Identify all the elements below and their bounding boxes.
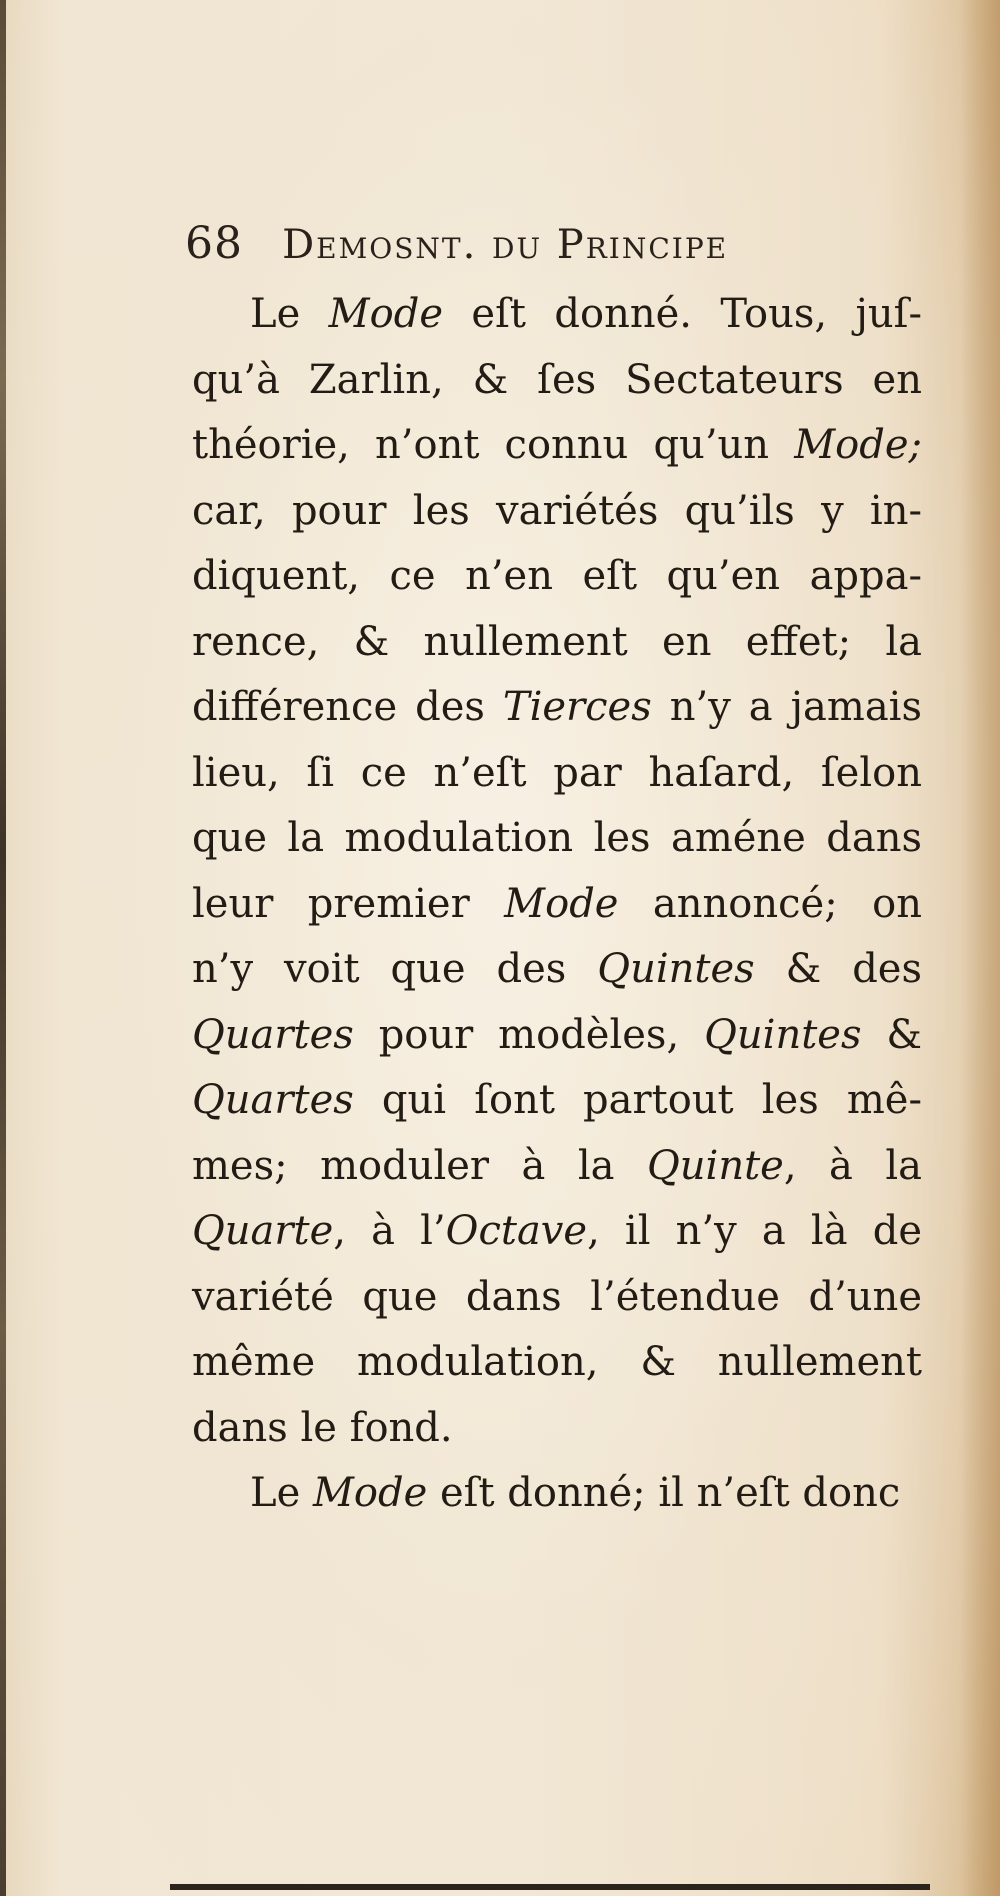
text-run: différence des: [192, 684, 503, 730]
page-number: 68: [185, 218, 243, 269]
text-run: eſt donné. Tous, juſ-: [443, 291, 923, 337]
text-run: n’y a jamais: [651, 684, 922, 730]
italic-term: Octave: [445, 1208, 588, 1254]
italic-term: Quartes: [192, 1011, 354, 1058]
text-line: [192, 1003, 922, 1069]
text-line: [192, 544, 922, 610]
text-line: [192, 348, 922, 414]
text-line: [192, 413, 922, 479]
text-line: [192, 1461, 922, 1527]
page-header: [185, 218, 925, 278]
text-line: [192, 1068, 922, 1134]
italic-term: Tierces: [502, 684, 652, 730]
paragraph-2: [192, 1461, 922, 1527]
text-run: & des: [754, 946, 923, 992]
text-line: [192, 1199, 922, 1265]
text-line: [192, 1330, 922, 1396]
italic-term: Mode: [328, 291, 443, 337]
text-line: [192, 872, 922, 938]
text-line: [192, 1265, 922, 1331]
text-run: rence, & nullement en effet; la: [192, 618, 922, 665]
italic-term: Mode: [504, 880, 619, 927]
page-edge-shadow: [960, 0, 1000, 1896]
text-run: , à l’: [333, 1208, 446, 1254]
text-run: diquent, ce n’en eſt qu’en appa-: [192, 553, 922, 599]
text-run: variété que dans l’étendue d’une: [192, 1273, 922, 1320]
italic-term: Quintes: [597, 946, 755, 992]
text-run: lieu, ſi ce n’eſt par haſard, ſelon: [192, 749, 922, 796]
text-line: [192, 1396, 922, 1462]
text-line: [192, 610, 922, 676]
text-run: car, pour les variétés qu’ils y in-: [192, 487, 922, 534]
running-head: Demosnt. du Principe: [282, 222, 729, 268]
paragraph-1: [192, 282, 922, 1461]
text-run: Le: [250, 1470, 313, 1516]
text-run: théorie, n’ont connu qu’un: [192, 422, 795, 468]
text-run: qu’à Zarlin, & ſes Sectateurs en: [192, 356, 922, 403]
text-line: [192, 282, 922, 348]
text-run: mes; moduler à la: [192, 1142, 647, 1189]
text-run: annoncé; on: [618, 880, 922, 927]
text-line: [192, 806, 922, 872]
text-run: , à la: [783, 1142, 923, 1189]
text-line: [192, 1134, 922, 1200]
text-run: &: [861, 1011, 922, 1058]
italic-term: Quintes: [704, 1011, 862, 1058]
italic-term: Mode;: [794, 422, 922, 468]
text-run: pour modèles,: [353, 1011, 705, 1058]
text-run: dans le fond.: [192, 1404, 453, 1451]
text-run: même modulation, & nullement: [192, 1339, 922, 1385]
text-run: , il n’y a là de: [587, 1208, 922, 1254]
page-binding-edge: [0, 0, 6, 1896]
text-line: [192, 675, 922, 741]
body-text: [192, 282, 922, 1527]
text-run: n’y voit que des: [192, 946, 598, 992]
italic-term: Quarte: [192, 1208, 334, 1254]
text-run: Le: [250, 291, 329, 337]
text-run: leur premier: [192, 880, 505, 927]
text-line: [192, 741, 922, 807]
text-run: qui ſont partout les mê-: [353, 1077, 922, 1123]
text-line: [192, 937, 922, 1003]
italic-term: Quinte: [646, 1142, 784, 1189]
italic-term: Mode: [312, 1470, 428, 1516]
bottom-edge-rule: [170, 1884, 930, 1890]
text-run: eſt donné; il n’eſt donc: [427, 1470, 901, 1516]
italic-term: Quartes: [192, 1077, 354, 1123]
text-run: que la modulation les améne dans: [192, 815, 922, 861]
text-line: [192, 479, 922, 545]
